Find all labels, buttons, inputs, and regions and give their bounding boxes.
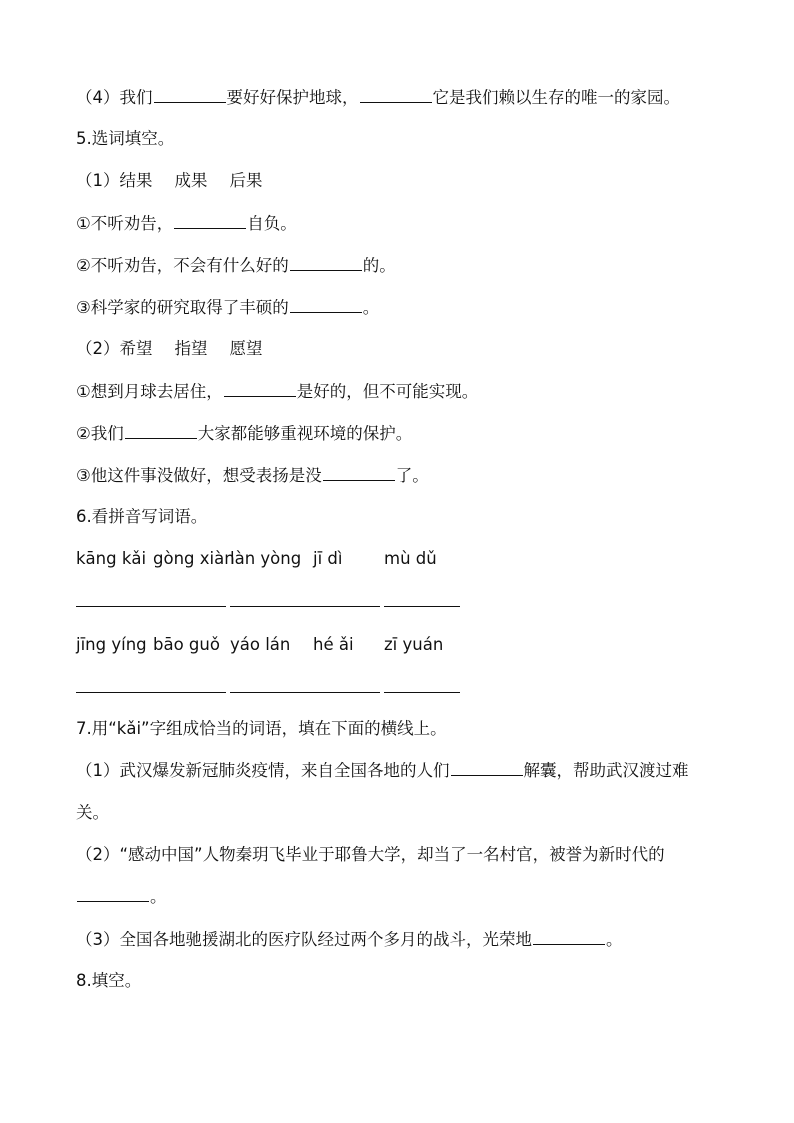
item-text: 自负。 <box>247 214 297 233</box>
word-option: 指望 <box>174 339 208 358</box>
item-text: 了。 <box>395 466 429 485</box>
answer-line[interactable] <box>230 606 380 607</box>
q8-title: 8.填空。 <box>76 971 142 990</box>
q5-g1-item-3 <box>76 296 379 319</box>
q6-answer-lines-1 <box>76 606 466 608</box>
item-text: 大家都能够重视环境的保护。 <box>197 424 413 443</box>
item-text: ②我们 <box>76 424 124 443</box>
word-option: 成果 <box>174 171 208 190</box>
q4-text-c: 它是我们赖以生存的唯一的家园。 <box>432 88 680 107</box>
item-text: 是好的，但不可能实现。 <box>296 382 479 401</box>
item-text: 。 <box>362 298 380 317</box>
item-text: ②不听劝告，不会有什么好的 <box>76 256 289 275</box>
answer-line[interactable] <box>76 692 226 693</box>
q6-pinyin-row-2 <box>76 634 443 656</box>
answer-blank[interactable] <box>360 86 432 103</box>
item-text: ③科学家的研究取得了丰硕的 <box>76 298 289 317</box>
q4-text-a: （4）我们 <box>76 88 153 107</box>
item-text: （2）“感动中国”人物秦玥飞毕业于耶鲁大学，却当了一名村官，被誉为新时代的 <box>76 845 665 864</box>
pinyin-word: zī yuán <box>384 635 444 654</box>
item-text: 解囊，帮助武汉渡过难关。 <box>76 761 689 822</box>
q5-g2-item-3 <box>76 464 429 487</box>
pinyin-word: jīng yíng <box>76 635 147 654</box>
answer-line[interactable] <box>384 606 460 607</box>
q4-sentence <box>76 86 680 109</box>
answer-blank[interactable] <box>224 380 296 397</box>
item-text: 的。 <box>362 256 396 275</box>
answer-line[interactable] <box>384 692 460 693</box>
q5-title: 5.选词填空。 <box>76 129 175 148</box>
q5-group2-words <box>76 338 263 360</box>
answer-line[interactable] <box>230 692 380 693</box>
word-option: （1）结果 <box>76 171 153 190</box>
word-option: 后果 <box>229 171 263 190</box>
item-text: （1）武汉爆发新冠肺炎疫情，来自全国各地的人们 <box>76 761 450 780</box>
answer-blank[interactable] <box>533 928 605 945</box>
q7-item-1 <box>76 750 721 834</box>
answer-line[interactable] <box>76 606 226 607</box>
answer-blank[interactable] <box>154 86 226 103</box>
q6-pinyin-row-1 <box>76 548 437 570</box>
pinyin-word: bāo guǒ <box>153 635 220 654</box>
q7-item-2 <box>76 834 721 918</box>
answer-blank[interactable] <box>174 212 246 229</box>
q4-text-b: 要好好保护地球， <box>226 88 359 107</box>
q6-answer-lines-2 <box>76 692 466 694</box>
word-option: 愿望 <box>229 339 263 358</box>
item-text: 。 <box>150 887 167 906</box>
q6-title: 6.看拼音写词语。 <box>76 507 208 526</box>
q5-group1-words <box>76 170 263 192</box>
item-text: ③他这件事没做好，想受表扬是没 <box>76 466 322 485</box>
q5-g2-item-1 <box>76 380 478 403</box>
answer-blank[interactable] <box>323 464 395 481</box>
item-text: 。 <box>606 930 623 949</box>
pinyin-word: gòng xiàn <box>153 549 235 568</box>
q5-g1-item-2 <box>76 254 396 277</box>
q5-g1-item-1 <box>76 212 297 235</box>
word-option: （2）希望 <box>76 339 153 358</box>
pinyin-word: hé ǎi <box>313 635 354 654</box>
pinyin-word: jī dì <box>313 549 343 568</box>
pinyin-word: yáo lán <box>230 635 291 654</box>
answer-blank[interactable] <box>290 296 362 313</box>
q7-item-3 <box>76 928 623 951</box>
q5-g2-item-2 <box>76 422 412 445</box>
item-text: （3）全国各地驰援湖北的医疗队经过两个多月的战斗，光荣地 <box>76 930 532 949</box>
pinyin-word: làn yòng <box>230 549 302 568</box>
pinyin-word: kāng kǎi <box>76 549 147 568</box>
item-text: ①想到月球去居住， <box>76 382 223 401</box>
pinyin-word: mù dǔ <box>384 549 437 568</box>
q7-title: 7.用“kǎi”字组成恰当的词语，填在下面的横线上。 <box>76 719 447 738</box>
answer-blank[interactable] <box>290 254 362 271</box>
answer-blank[interactable] <box>451 759 523 776</box>
answer-blank[interactable] <box>77 885 149 902</box>
answer-blank[interactable] <box>125 422 197 439</box>
item-text: ①不听劝告， <box>76 214 174 233</box>
